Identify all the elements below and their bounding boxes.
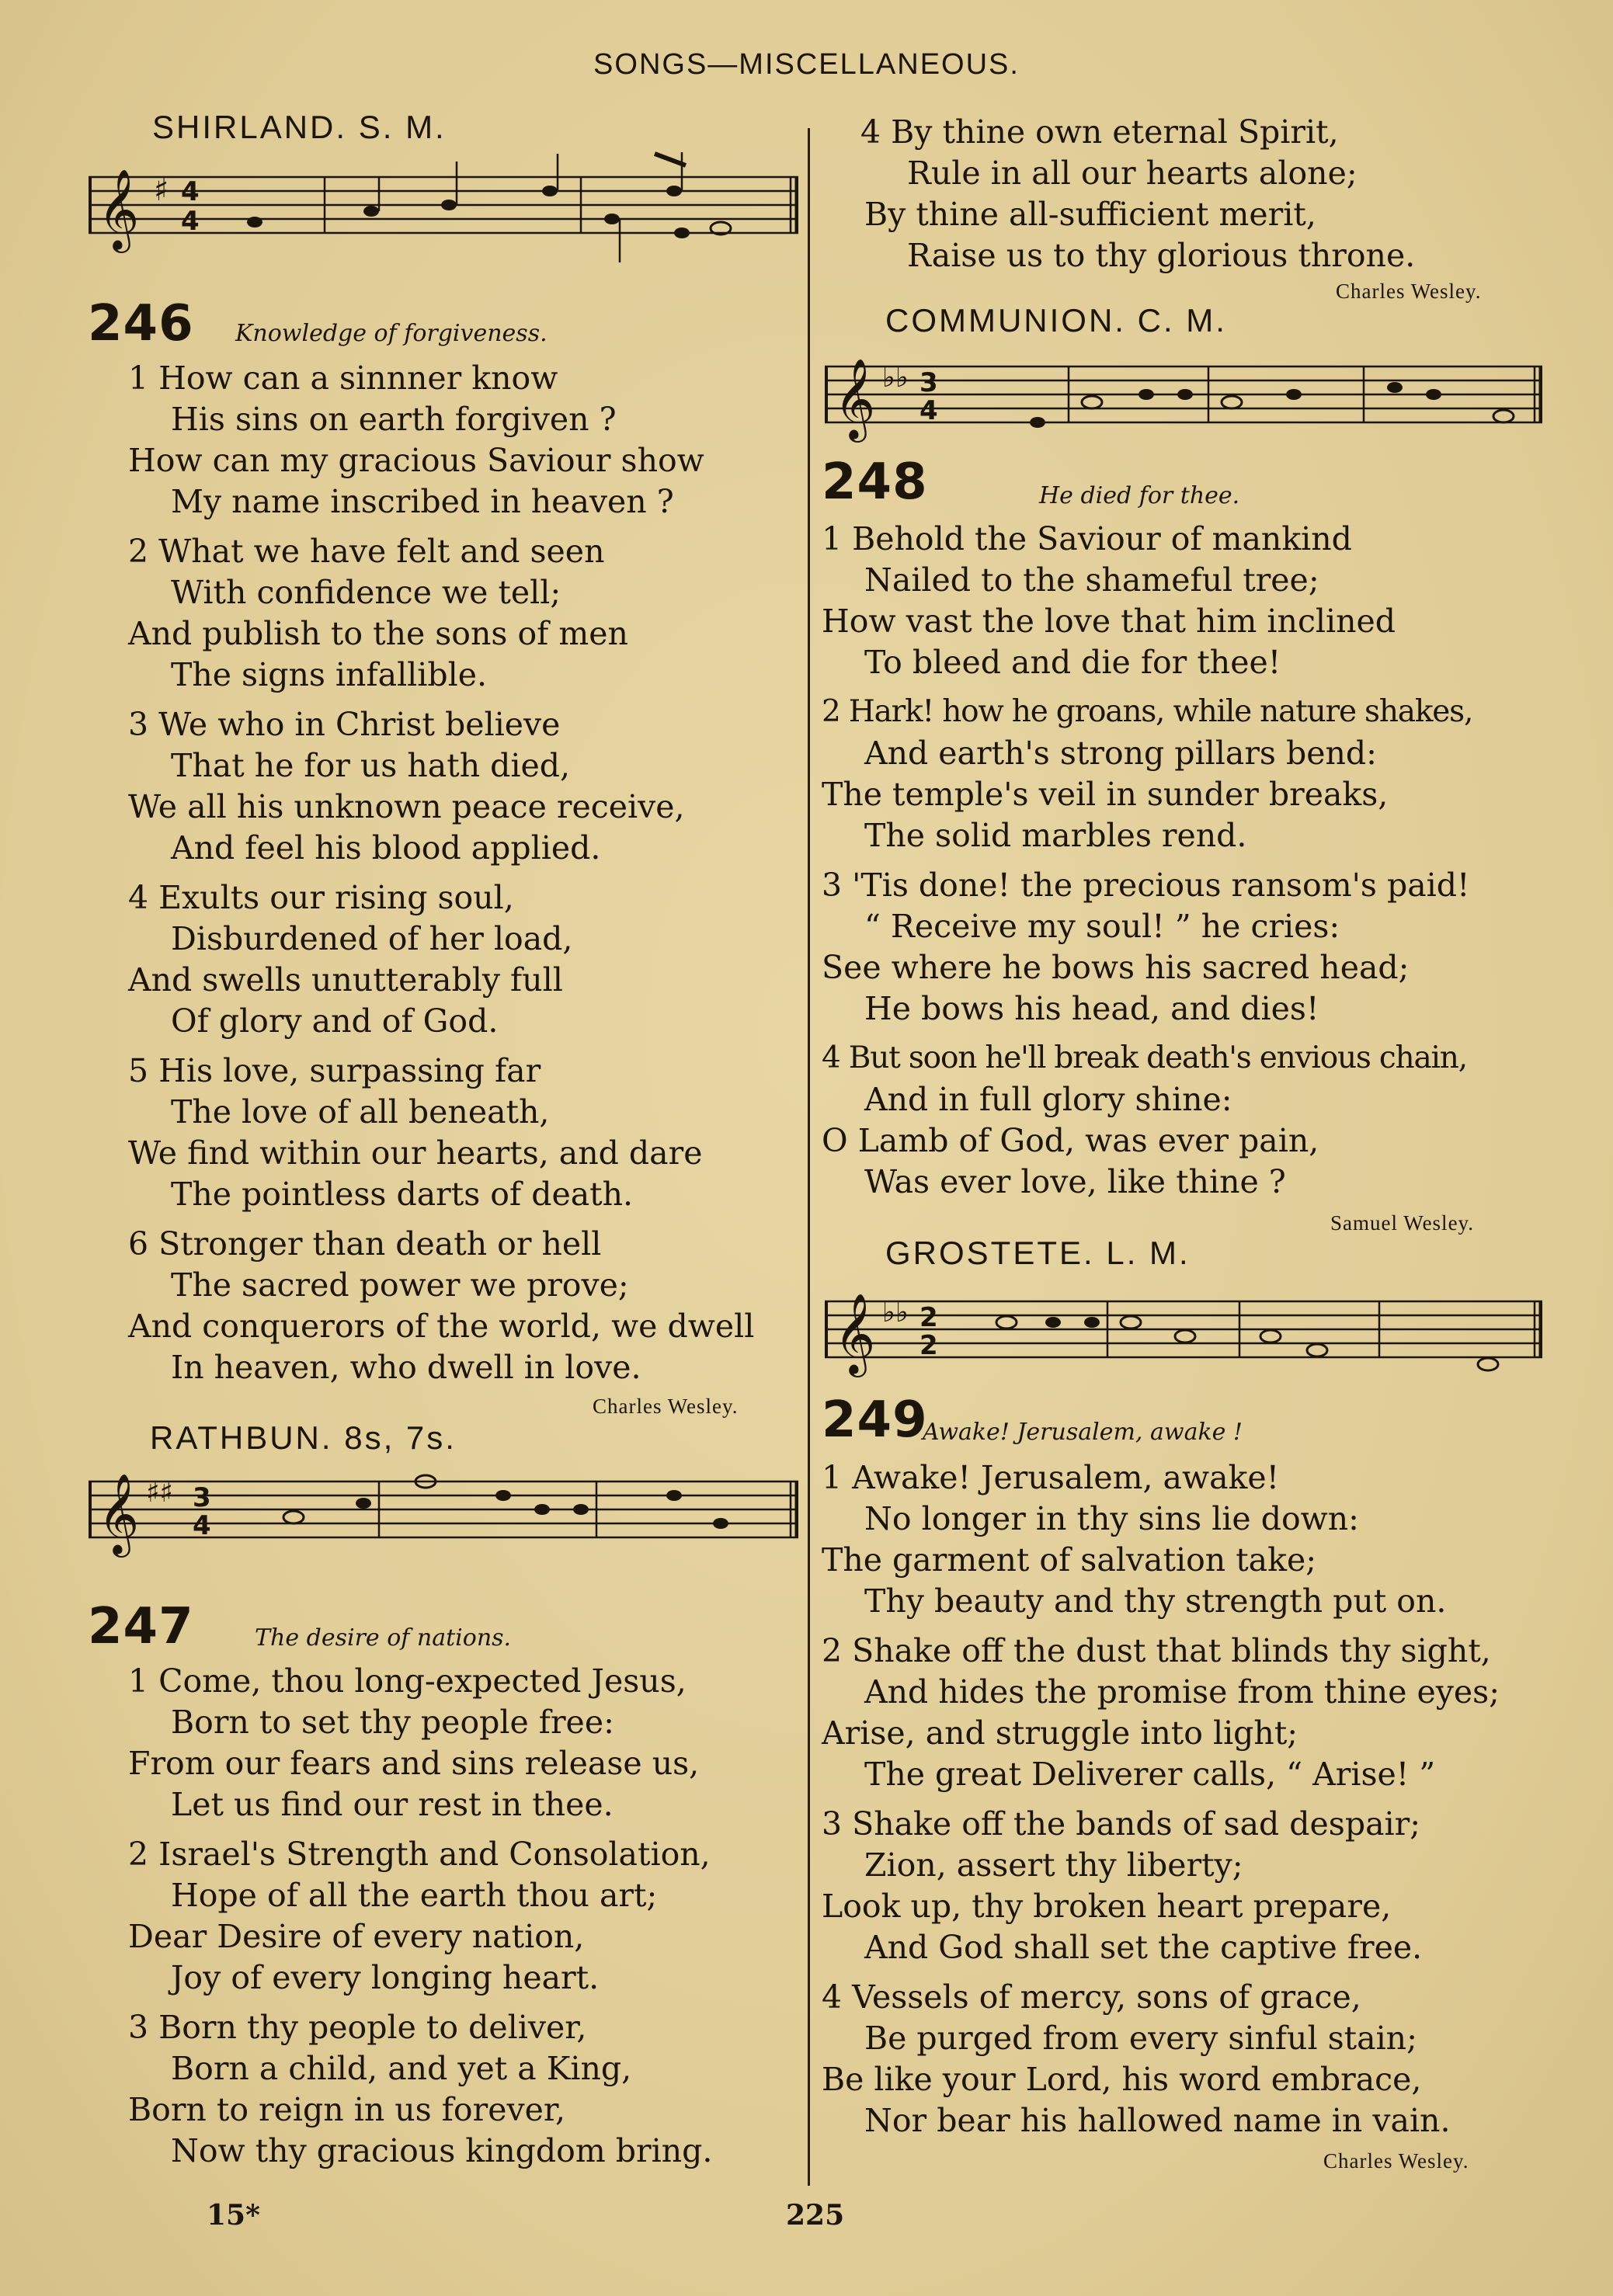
hymn-249-line: Be like your Lord, his word embrace, — [822, 2061, 1422, 2098]
hymn-249-line: 1 Awake! Jerusalem, awake! — [822, 1459, 1280, 1496]
hymn-number-248: 248 — [822, 453, 928, 511]
svg-text:♭♭: ♭♭ — [882, 1297, 909, 1329]
hymn-249-line: No longer in thy sins lie down: — [864, 1500, 1359, 1537]
tune-name-communion: COMMUNION. C. M. — [885, 302, 1227, 339]
page-number: 225 — [786, 2199, 845, 2232]
hymn-246-line: And publish to the sons of men — [128, 615, 628, 652]
svg-text:𝄞: 𝄞 — [98, 1473, 140, 1554]
running-head: SONGS—MISCELLANEOUS. — [593, 48, 1020, 81]
hymn-248-line: The solid marbles rend. — [864, 817, 1247, 854]
svg-text:4: 4 — [181, 176, 200, 207]
hymn-248-line: And earth's strong pillars bend: — [864, 735, 1377, 772]
hymn-247-line: 1 Come, thou long-expected Jesus, — [128, 1662, 687, 1700]
hymn-246-line: 1 How can a sinnner know — [128, 360, 558, 397]
svg-text:𝄞: 𝄞 — [834, 358, 876, 439]
hymn-246-author: Charles Wesley. — [593, 1395, 739, 1418]
column-divider — [808, 128, 810, 2186]
hymn-248-line: 3 'Tis done! the precious ransom's paid! — [822, 867, 1470, 904]
hymn-248-line: The temple's veil in sunder breaks, — [822, 776, 1389, 813]
svg-text:2: 2 — [919, 1330, 938, 1361]
hymn-247-line: Let us find our rest in thee. — [171, 1786, 614, 1823]
hymn-246-line: The signs infallible. — [171, 656, 488, 693]
hymn-248-author: Samuel Wesley. — [1330, 1211, 1475, 1235]
hymn-247-line: Raise us to thy glorious throne. — [907, 237, 1416, 274]
hymn-249-line: Be purged from every sinful stain; — [864, 2020, 1417, 2057]
svg-text:𝄞: 𝄞 — [98, 168, 140, 250]
hymn-247-line: Hope of all the earth thou art; — [171, 1877, 658, 1914]
svg-text:3: 3 — [919, 367, 938, 398]
hymn-247-line: Now thy gracious kingdom bring. — [171, 2132, 713, 2169]
hymn-246-line: The pointless darts of death. — [171, 1176, 634, 1213]
signature-mark: 15* — [207, 2199, 260, 2232]
hymn-title-249: Awake! Jerusalem, awake ! — [923, 1419, 1243, 1446]
hymn-246-line: With confidence we tell; — [171, 574, 561, 611]
music-staff-shirland — [84, 146, 798, 270]
hymn-248-line: How vast the love that him inclined — [822, 603, 1396, 640]
svg-text:2: 2 — [919, 1302, 938, 1333]
hymn-246-line: 6 Stronger than death or hell — [128, 1225, 602, 1263]
hymn-249-line: And hides the promise from thine eyes; — [864, 1673, 1500, 1711]
hymn-246-line: The sacred power we prove; — [171, 1266, 629, 1304]
hymn-246-line: Of glory and of God. — [171, 1002, 499, 1040]
svg-text:♯: ♯ — [154, 172, 169, 208]
hymn-249-line: 4 Vessels of mercy, sons of grace, — [822, 1978, 1361, 2016]
hymn-247-line: By thine all-sufficient merit, — [864, 196, 1316, 233]
hymn-246-line: 4 Exults our rising soul, — [128, 879, 514, 916]
hymn-246-line: How can my gracious Saviour show — [128, 442, 704, 479]
hymn-248-line: “ Receive my soul! ” he cries: — [864, 908, 1340, 945]
hymn-246-line: That he for us hath died, — [171, 747, 571, 784]
music-staff-grostete — [820, 1270, 1542, 1387]
hymn-248-line: Nailed to the shameful tree; — [864, 561, 1319, 599]
hymn-246-line: 5 His love, surpassing far — [128, 1052, 541, 1089]
hymn-246-line: And swells unutterably full — [128, 961, 563, 999]
hymn-249-line: Thy beauty and thy strength put on. — [864, 1582, 1447, 1620]
hymn-249-line: And God shall set the captive free. — [864, 1929, 1423, 1966]
hymn-247-line: Joy of every longing heart. — [171, 1959, 600, 1996]
tune-name-grostete: GROSTETE. L. M. — [885, 1235, 1191, 1271]
hymn-number-246: 246 — [88, 295, 194, 353]
hymn-247-author: Charles Wesley. — [1336, 280, 1482, 303]
hymn-249-line: Arise, and struggle into light; — [822, 1714, 1298, 1752]
hymn-249-line: 3 Shake off the bands of sad despair; — [822, 1805, 1421, 1843]
svg-text:𝄞: 𝄞 — [834, 1293, 876, 1374]
hymn-246-line: 3 We who in Christ believe — [128, 706, 561, 743]
hymn-249-line: Zion, assert thy liberty; — [864, 1846, 1243, 1884]
svg-text:♯♯: ♯♯ — [146, 1477, 173, 1509]
hymn-248-line: Was ever love, like thine ? — [864, 1163, 1286, 1200]
hymn-247-line: From our fears and sins release us, — [128, 1745, 700, 1782]
hymn-248-line: To bleed and die for thee! — [864, 644, 1281, 681]
music-staff-rathbun — [84, 1450, 798, 1567]
hymn-249-line: 2 Shake off the dust that blinds thy sight, — [822, 1632, 1491, 1669]
hymn-246-line: 2 What we have felt and seen — [128, 533, 605, 570]
hymn-247-line: Rule in all our hearts alone; — [907, 155, 1357, 192]
hymn-249-line: Nor bear his hallowed name in vain. — [864, 2102, 1451, 2139]
hymn-246-line: The love of all beneath, — [171, 1093, 550, 1131]
hymn-title-247: The desire of nations. — [255, 1624, 512, 1652]
hymn-247-line: 2 Israel's Strength and Consolation, — [128, 1836, 711, 1873]
music-staff-communion — [820, 335, 1542, 452]
hymn-248-line: See where he bows his sacred head; — [822, 949, 1410, 986]
hymn-246-line: We find within our hearts, and dare — [128, 1134, 703, 1172]
tune-name-rathbun: RATHBUN. 8s, 7s. — [150, 1419, 457, 1456]
hymn-249-line: The great Deliverer calls, “ Arise! ” — [864, 1756, 1436, 1793]
hymn-number-249: 249 — [822, 1391, 928, 1449]
hymn-246-line: My name inscribed in heaven ? — [171, 483, 674, 520]
hymn-247-line: Born a child, and yet a King, — [171, 2050, 632, 2087]
hymn-247-line: Born to reign in us forever, — [128, 2091, 566, 2128]
hymn-number-247: 247 — [88, 1598, 194, 1655]
hymn-246-line: Disburdened of her load, — [171, 920, 573, 957]
svg-text:4: 4 — [193, 1510, 211, 1541]
svg-text:4: 4 — [919, 395, 938, 426]
hymn-248-line: O Lamb of God, was ever pain, — [822, 1122, 1319, 1159]
hymn-247-line: 3 Born thy people to deliver, — [128, 2009, 587, 2046]
hymn-249-author: Charles Wesley. — [1323, 2149, 1469, 2173]
hymn-248-line: He bows his head, and dies! — [864, 990, 1319, 1027]
hymn-246-line: We all his unknown peace receive, — [128, 788, 685, 825]
tune-name-shirland: SHIRLAND. S. M. — [152, 109, 447, 145]
hymn-248-line: 2 Hark! how he groans, while nature shakes, — [822, 694, 1473, 729]
hymn-246-line: In heaven, who dwell in love. — [171, 1349, 641, 1386]
hymn-248-line: 4 But soon he'll break death's envious chain, — [822, 1040, 1467, 1075]
hymn-248-line: And in full glory shine: — [864, 1081, 1232, 1118]
hymn-247-line: Dear Desire of every nation, — [128, 1918, 585, 1955]
hymn-246-line: And conquerors of the world, we dwell — [128, 1308, 755, 1345]
hymn-246-line: His sins on earth forgiven ? — [171, 401, 617, 438]
hymn-title-248: He died for thee. — [1039, 482, 1240, 509]
hymn-249-line: The garment of salvation take; — [822, 1541, 1317, 1579]
hymn-247-line: Born to set thy people free: — [171, 1704, 614, 1741]
svg-text:3: 3 — [193, 1482, 211, 1513]
hymn-249-line: Look up, thy broken heart prepare, — [822, 1888, 1392, 1925]
hymn-248-line: 1 Behold the Saviour of mankind — [822, 520, 1352, 558]
hymn-title-246: Knowledge of forgiveness. — [235, 320, 548, 347]
hymn-247-line: 4 By thine own eternal Spirit, — [860, 113, 1339, 151]
svg-text:4: 4 — [181, 206, 200, 237]
svg-text:♭♭: ♭♭ — [882, 362, 909, 394]
hymn-246-line: And feel his blood applied. — [171, 829, 601, 867]
